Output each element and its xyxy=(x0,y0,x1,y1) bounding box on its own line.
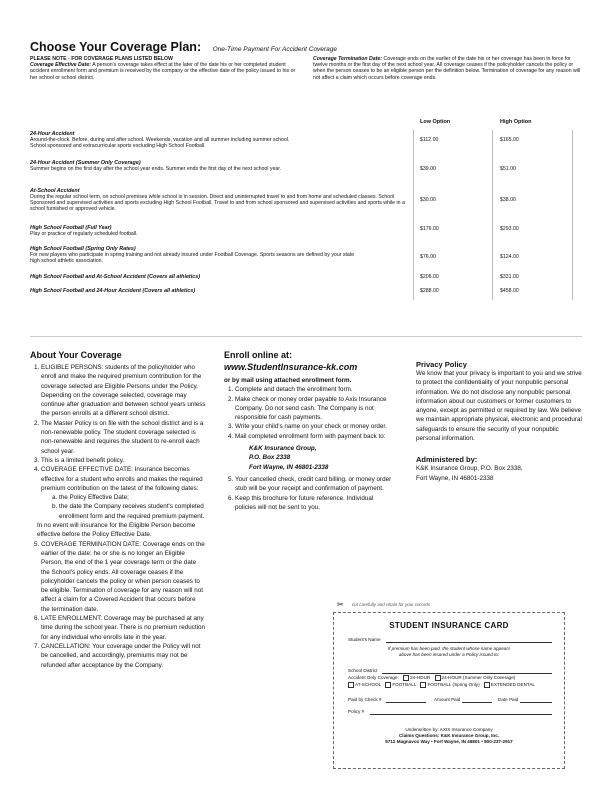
high-price: $165.00 xyxy=(500,137,519,143)
table-divider xyxy=(413,130,414,300)
option-label: AT-SCHOOL xyxy=(355,682,382,688)
list-item-text: Mail completed enrollment form with payment back to: xyxy=(235,432,386,440)
checkbox-football-spring[interactable] xyxy=(420,682,426,688)
premium-note: above has been insured under a Policy issued to: xyxy=(398,652,500,657)
list-item xyxy=(235,432,394,472)
student-name-label: Student's Name xyxy=(348,637,381,642)
sub-list-item: b. the date the Company receives student's completed enrollment form and the required premium payment. xyxy=(59,502,206,521)
option-label: FOOTBALL xyxy=(392,682,417,688)
plan-name: High School Football (Full Year) xyxy=(30,225,112,231)
plan-name: High School Football and 24-Hour Accident (Covers all athletics) xyxy=(30,288,196,294)
card-address: 5712 Magnavox Way • Fort Wayne, IN 46801 • 800-237-2917 xyxy=(385,739,513,744)
about-title: About Your Coverage xyxy=(30,350,122,360)
low-price: $176.00 xyxy=(420,226,439,232)
low-price: $288.00 xyxy=(420,288,439,294)
checkbox-at-school[interactable] xyxy=(348,682,354,688)
title-subtitle: One-Time Payment For Accident Coverage xyxy=(212,46,337,53)
address-line: P.O. Box 2338 xyxy=(249,454,291,462)
check-number-field[interactable] xyxy=(386,702,426,703)
card-title: STUDENT INSURANCE CARD xyxy=(389,621,509,630)
effective-text: A person's coverage takes effect at the later of the date his or her completed student accident enrollment form and premium is received by the company or the effective date of the policy issued to his or her school or school district. xyxy=(30,62,296,81)
list-item: 5. COVERAGE TERMINATION DATE: Coverage ends on the earlier of the date: he or she is no longer an Eligible Person, the end of the 1 year coverage term or the date the School's policy ends. All coverage ceases if the policyholder cancels the policy or when person ceases to be eligible. Termination of coverage for any reason will not affect a claim for a Covered Accident that occurs before the termination date. xyxy=(41,540,206,614)
high-price: $458.00 xyxy=(500,288,519,294)
low-price: $39.00 xyxy=(420,166,436,172)
plan-name: High School Football and At-School Accident (Covers all athletics) xyxy=(30,274,201,280)
cut-note: cut carefully and retain for your records xyxy=(352,602,431,607)
checkbox-24-hour[interactable] xyxy=(403,675,409,681)
plan-row xyxy=(30,131,305,149)
school-district-field[interactable] xyxy=(382,673,552,674)
option-label: 24-HOUR xyxy=(410,675,431,681)
school-district-label: School District xyxy=(348,668,378,673)
plan-row xyxy=(30,274,400,280)
plan-name: At-School Accident xyxy=(30,188,80,194)
privacy-text: We know that your privacy is important to you and we strive to protect the confidentiality of your nonpublic personal information. We do not disclose any nonpublic personal information about our customers or former customers to anyone, except as permitted or required by law. We believe we maintain appropriate physical, electronic and procedural safeguards to ensure the security of your nonpublic personal information. xyxy=(416,370,582,443)
plan-row xyxy=(30,225,330,237)
amount-paid-field[interactable] xyxy=(462,702,492,703)
intro-note: PLEASE NOTE - FOR COVERAGE PLANS LISTED BELOW xyxy=(30,56,173,62)
termination-date-block xyxy=(313,56,581,81)
plan-name: High School Football (Spring Only Rates) xyxy=(30,246,136,252)
high-price: $38.00 xyxy=(500,197,516,203)
amount-paid-label: Amount Paid xyxy=(434,697,461,702)
admin-title: Administered by: xyxy=(416,455,478,465)
premium-note: If premium has been paid, the student whose name appears xyxy=(387,646,511,651)
title-text: Choose Your Coverage Plan: xyxy=(30,40,202,54)
plan-row xyxy=(30,288,400,294)
high-price: $124.00 xyxy=(500,254,519,260)
list-item: 2. Make check or money order payable to Axis Insurance Company. Do not send cash. The Company is not responsible for cash payments. xyxy=(235,395,394,423)
accident-only-label: Accident Only Coverage: xyxy=(348,675,399,681)
address-line: Fort Wayne, IN 46801-2338 xyxy=(249,463,329,471)
student-insurance-card xyxy=(333,612,565,769)
address-line: K&K Insurance Group, xyxy=(249,445,317,453)
high-price: $51.00 xyxy=(500,166,516,172)
privacy-section xyxy=(416,360,584,483)
plan-name: 24-Hour Accident xyxy=(30,131,75,137)
high-option-header: High Option xyxy=(500,119,532,125)
list-item: 6. LATE ENROLLMENT: Coverage may be purchased at any time during the school year. There is no premium reduction for any individual who enrolls late in the year. xyxy=(41,614,206,642)
admin-line: Fort Wayne, IN 46801-2338 xyxy=(416,474,494,482)
table-divider xyxy=(572,130,573,300)
plan-row xyxy=(30,160,305,172)
scissors-icon: ✂ xyxy=(337,600,344,609)
enroll-section xyxy=(224,350,394,512)
list-item-text: COVERAGE EFFECTIVE DATE: Insurance becomes effective for a student who enrolls and makes the required premium contribution on the latest of the following dates: xyxy=(41,466,203,492)
list-item: 2. The Master Policy is on file with the school district and is a non-renewable policy. The student coverage selected is non-renewable and requires the student to re-enroll each school year. xyxy=(41,419,206,456)
low-price: $76.00 xyxy=(420,254,436,260)
table-divider xyxy=(492,130,493,300)
privacy-title: Privacy Policy xyxy=(416,360,467,369)
plan-row xyxy=(30,188,405,212)
admin-line: K&K Insurance Group, P.O. Box 2338, xyxy=(416,465,523,473)
low-price: $206.00 xyxy=(420,274,439,280)
option-label: FOOTBALL (Spring Only) xyxy=(427,682,480,688)
coverage-options-row xyxy=(348,675,515,681)
underwriter-text: Underwritten by: AXIS Insurance Company xyxy=(405,727,493,732)
policy-number-field[interactable] xyxy=(370,714,552,715)
claims-text: Claims Questions: K&K Insurance Group, Inc. xyxy=(398,733,500,738)
plan-row xyxy=(30,246,360,264)
sub-list-item: a. the Policy Effective Date; xyxy=(59,493,206,502)
plan-description: For new players who participate in spring training and not already insured under Football Coverage. Sports seasons are defined by your state high school athletic association. xyxy=(30,252,355,265)
termination-label: Coverage Termination Date: xyxy=(313,56,382,62)
high-price: $331.00 xyxy=(500,274,519,280)
termination-text: Coverage ends on the earlier of the date his or her coverage has been in force for twelve months or the first day of the next school year. All coverage ceases if the policyholder cancels the policy or when the person ceases to be an eligible person per the definition below. Termination of coverage for any reason will not affect a claim which occurs before coverage ends. xyxy=(313,56,581,81)
high-price: $293.00 xyxy=(500,226,519,232)
low-option-header: Low Option xyxy=(420,119,451,125)
plan-description: Around-the-clock. Before, during and after school. Weekends, vacation and all summer including summer school. School sponsored and extracurricular sports excluding High School Football. xyxy=(30,137,290,150)
policy-label: Policy # xyxy=(348,709,365,714)
coverage-options-row xyxy=(348,682,535,688)
plan-description: During the regular school term, on school premises while school is in session. Direct and uninterrupted travel to and from home and scheduled classes. School Sponsored and supervised activities and sports excluding High School Football. Travel to and from school sponsored and supervised activities and sports while in a school furnished or approved vehicle. xyxy=(30,194,405,213)
checkbox-24-hour-summer[interactable] xyxy=(435,675,441,681)
list-item: 5. Your cancelled check, credit card billing, or money order stub will be your receipt and confirmation of payment. xyxy=(235,475,394,494)
option-label: 24-HOUR (Summer Only Coverage) xyxy=(441,675,516,681)
mailing-address xyxy=(249,444,394,472)
list-item: 1. Complete and detach the enrollment form. xyxy=(235,385,394,394)
list-item xyxy=(37,465,206,539)
student-name-field[interactable] xyxy=(386,642,552,643)
date-paid-field[interactable] xyxy=(520,702,552,703)
section-divider xyxy=(30,336,582,337)
plan-description: Summer begins on the first day after the school year ends. Summer ends the first day of the next school year. xyxy=(30,166,282,173)
option-label: EXTENDED DENTAL xyxy=(490,682,535,688)
plan-name: 24-Hour Accident (Summer Only Coverage) xyxy=(30,160,141,166)
list-item: 6. Keep this brochure for future reference. Individual policies will not be sent to you. xyxy=(235,494,394,513)
effective-date-block xyxy=(30,56,300,81)
list-item: 3. This is a limited benefit policy. xyxy=(41,456,206,465)
list-item: 3. Write your child's name on your check or money order. xyxy=(235,422,394,431)
checkbox-extended-dental[interactable] xyxy=(484,682,490,688)
low-price: $112.00 xyxy=(420,137,439,143)
enroll-url[interactable]: www.StudentInsurance-kk.com xyxy=(224,362,358,372)
plan-description: Play or practice of regularly scheduled football. xyxy=(30,231,138,238)
date-paid-label: Date Paid xyxy=(498,697,519,702)
no-event-text: In no event will insurance for the Eligible Person become effective before the Policy Effective Date. xyxy=(37,522,196,539)
enroll-title: Enroll online at: xyxy=(224,350,293,360)
list-item: 7. CANCELLATION: Your coverage under the Policy will not be cancelled, and accordingly, premiums may not be refunded after acceptance by the Company. xyxy=(41,642,206,670)
effective-label: Coverage Effective Date: xyxy=(30,62,92,69)
about-coverage-section xyxy=(30,350,206,670)
checkbox-football[interactable] xyxy=(385,682,391,688)
low-price: $30.00 xyxy=(420,197,436,203)
page-title xyxy=(30,40,337,54)
mail-note: or by mail using attached enrollment form. xyxy=(224,377,352,384)
paid-by-label: Paid by Check # xyxy=(348,697,382,702)
list-item: 1. ELIGIBLE PERSONS: students of the policyholder who enroll and make the required premium contribution for the coverage selected are Eligible Persons under the Policy. Depending on the coverage selected, coverage may continue after graduation and between school years unless the person enrolls at a different school district. xyxy=(41,363,206,419)
